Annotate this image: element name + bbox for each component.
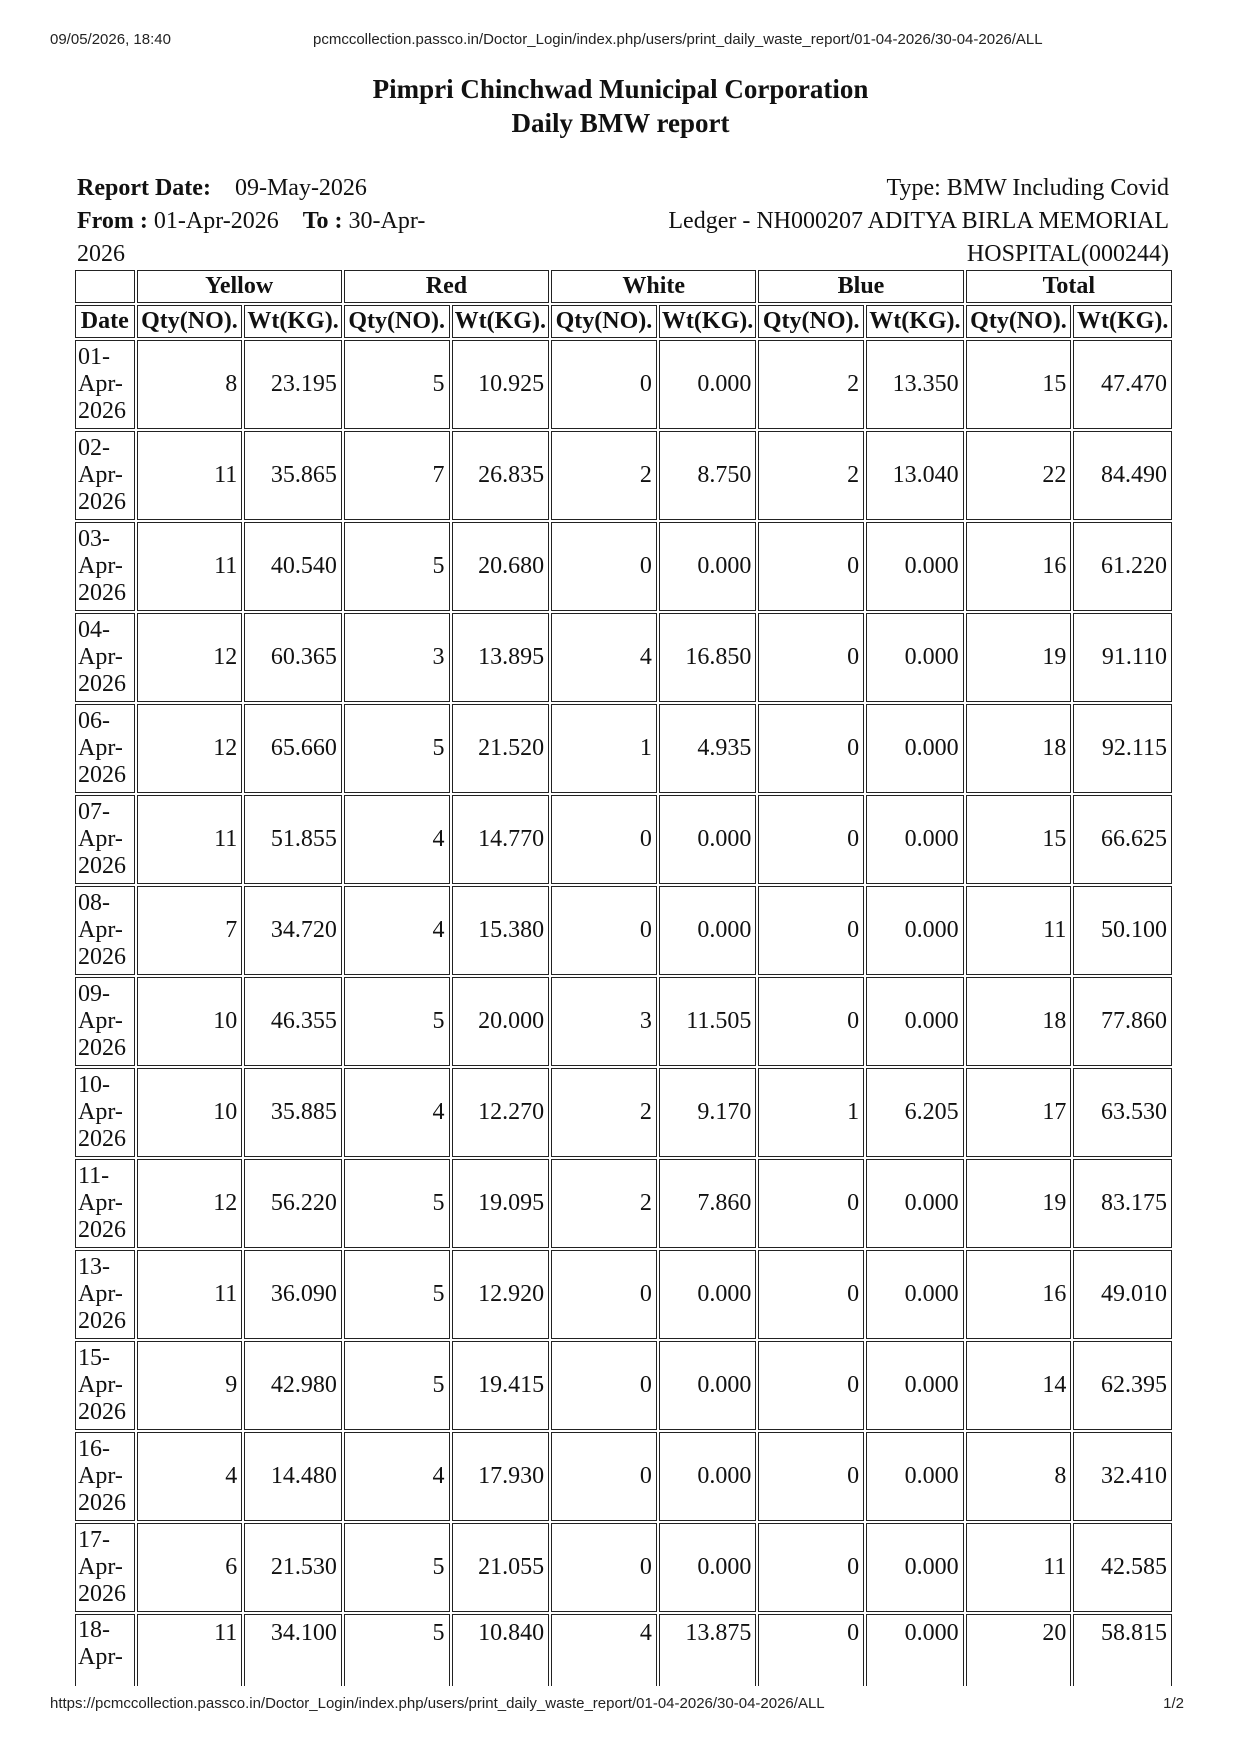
value-cell: 0.000 — [659, 1250, 757, 1339]
column-header: Wt(KG). — [659, 305, 757, 338]
value-cell: 11 — [137, 1250, 243, 1339]
date-part: Apr- — [78, 644, 123, 670]
group-header-blue: Blue — [758, 270, 963, 303]
value-cell: 0 — [758, 1341, 864, 1430]
value-cell: 7.860 — [659, 1159, 757, 1248]
column-header: Qty(NO). — [137, 305, 243, 338]
value-cell: 21.520 — [452, 704, 550, 793]
value-cell: 0 — [551, 1523, 657, 1612]
column-header: Qty(NO). — [758, 305, 864, 338]
table-row — [75, 1523, 1172, 1612]
date-part: 09- — [78, 981, 110, 1007]
value-cell: 5 — [344, 1523, 450, 1612]
value-cell: 10.840 — [452, 1614, 550, 1689]
value-cell: 50.100 — [1073, 886, 1172, 975]
value-cell: 11.505 — [659, 977, 757, 1066]
value-cell: 46.355 — [244, 977, 342, 1066]
value-cell: 32.410 — [1073, 1432, 1172, 1521]
date-part: 2026 — [78, 398, 126, 424]
value-cell: 0.000 — [866, 977, 964, 1066]
date-part: 15- — [78, 1345, 110, 1371]
value-cell: 21.055 — [452, 1523, 550, 1612]
value-cell: 23.195 — [244, 340, 342, 429]
date-part: 2026 — [78, 1035, 126, 1061]
value-cell: 0.000 — [866, 704, 964, 793]
table-row — [75, 431, 1172, 520]
value-cell: 4.935 — [659, 704, 757, 793]
value-cell: 14 — [966, 1341, 1072, 1430]
value-cell: 83.175 — [1073, 1159, 1172, 1248]
value-cell: 16 — [966, 522, 1072, 611]
value-cell: 0.000 — [659, 886, 757, 975]
date-cell — [75, 1068, 135, 1157]
date-part: Apr- — [78, 1190, 123, 1216]
date-part: 2026 — [78, 580, 126, 606]
value-cell: 8.750 — [659, 431, 757, 520]
value-cell: 0 — [551, 522, 657, 611]
date-cell — [75, 1614, 135, 1689]
to-label: To : — [302, 208, 343, 234]
table-row — [75, 795, 1172, 884]
value-cell: 11 — [137, 795, 243, 884]
value-cell: 18 — [966, 977, 1072, 1066]
value-cell: 6.205 — [866, 1068, 964, 1157]
value-cell: 0 — [758, 1614, 864, 1689]
table-row — [75, 613, 1172, 702]
date-part: 2026 — [78, 1217, 126, 1243]
value-cell: 15 — [966, 795, 1072, 884]
date-part: 13- — [78, 1254, 110, 1280]
value-cell: 34.720 — [244, 886, 342, 975]
date-part: Apr- — [78, 1099, 123, 1125]
date-part: 11- — [78, 1163, 110, 1189]
value-cell: 0 — [551, 886, 657, 975]
date-part: 10- — [78, 1072, 110, 1098]
value-cell: 16 — [966, 1250, 1072, 1339]
value-cell: 42.980 — [244, 1341, 342, 1430]
value-cell: 11 — [137, 522, 243, 611]
value-cell: 9 — [137, 1341, 243, 1430]
value-cell: 19 — [966, 613, 1072, 702]
value-cell: 20.000 — [452, 977, 550, 1066]
date-part: 03- — [78, 526, 110, 552]
date-part: 07- — [78, 799, 110, 825]
value-cell: 11 — [966, 886, 1072, 975]
value-cell: 0 — [551, 795, 657, 884]
date-cell — [75, 795, 135, 884]
group-header-row — [75, 270, 1172, 303]
value-cell: 4 — [344, 1068, 450, 1157]
value-cell: 0.000 — [866, 522, 964, 611]
value-cell: 7 — [137, 886, 243, 975]
value-cell: 0.000 — [866, 1250, 964, 1339]
page-number: 1/2 — [1163, 1695, 1184, 1712]
value-cell: 5 — [344, 1159, 450, 1248]
date-part: 18- — [78, 1617, 110, 1643]
value-cell: 0.000 — [659, 1341, 757, 1430]
date-cell — [75, 613, 135, 702]
value-cell: 77.860 — [1073, 977, 1172, 1066]
value-cell: 12 — [137, 704, 243, 793]
value-cell: 65.660 — [244, 704, 342, 793]
value-cell: 11 — [137, 1614, 243, 1689]
value-cell: 2 — [758, 340, 864, 429]
value-cell: 35.865 — [244, 431, 342, 520]
date-cell — [75, 1432, 135, 1521]
column-header: Qty(NO). — [966, 305, 1072, 338]
value-cell: 0 — [551, 1341, 657, 1430]
value-cell: 6 — [137, 1523, 243, 1612]
date-part: 2026 — [78, 1490, 126, 1516]
value-cell: 20.680 — [452, 522, 550, 611]
value-cell: 5 — [344, 704, 450, 793]
value-cell: 3 — [551, 977, 657, 1066]
date-part: 04- — [78, 617, 110, 643]
value-cell: 1 — [551, 704, 657, 793]
value-cell: 0.000 — [866, 1614, 964, 1689]
report-date-value: 09-May-2026 — [234, 175, 367, 201]
date-cell — [75, 431, 135, 520]
value-cell: 0.000 — [866, 1159, 964, 1248]
value-cell: 16.850 — [659, 613, 757, 702]
value-cell: 42.585 — [1073, 1523, 1172, 1612]
value-cell: 0 — [551, 1250, 657, 1339]
date-part: Apr- — [78, 1463, 123, 1489]
value-cell: 8 — [137, 340, 243, 429]
date-part: 2026 — [78, 671, 126, 697]
value-cell: 3 — [344, 613, 450, 702]
date-part: 17- — [78, 1527, 110, 1553]
date-cell — [75, 977, 135, 1066]
column-header-row — [75, 305, 1172, 338]
value-cell: 84.490 — [1073, 431, 1172, 520]
table-row — [75, 1159, 1172, 1248]
date-part: 2026 — [78, 489, 126, 515]
value-cell: 7 — [344, 431, 450, 520]
value-cell: 13.040 — [866, 431, 964, 520]
date-part: 02- — [78, 435, 110, 461]
date-part: 08- — [78, 890, 110, 916]
value-cell: 4 — [551, 613, 657, 702]
value-cell: 8 — [966, 1432, 1072, 1521]
value-cell: 0 — [758, 704, 864, 793]
value-cell: 12.270 — [452, 1068, 550, 1157]
value-cell: 11 — [137, 431, 243, 520]
value-cell: 0 — [758, 1523, 864, 1612]
print-timestamp: 09/05/2026, 18:40 — [50, 31, 171, 48]
value-cell: 60.365 — [244, 613, 342, 702]
date-part: Apr- — [78, 1554, 123, 1580]
table-row — [75, 1432, 1172, 1521]
value-cell: 0.000 — [659, 1523, 757, 1612]
date-part: 2026 — [78, 1126, 126, 1152]
print-header — [50, 31, 1191, 51]
table-row — [75, 340, 1172, 429]
date-cell — [75, 1523, 135, 1612]
print-footer — [50, 1695, 1191, 1715]
value-cell: 0 — [551, 1432, 657, 1521]
report-meta-right — [609, 172, 1169, 271]
group-header-yellow: Yellow — [137, 270, 342, 303]
value-cell: 26.835 — [452, 431, 550, 520]
value-cell: 4 — [344, 1432, 450, 1521]
value-cell: 13.875 — [659, 1614, 757, 1689]
column-header: Date — [75, 305, 135, 338]
value-cell: 2 — [551, 1159, 657, 1248]
date-part: Apr- — [78, 1281, 123, 1307]
table-row — [75, 1341, 1172, 1430]
value-cell: 0.000 — [866, 795, 964, 884]
value-cell: 14.480 — [244, 1432, 342, 1521]
group-header-total: Total — [966, 270, 1172, 303]
date-cell — [75, 340, 135, 429]
value-cell: 92.115 — [1073, 704, 1172, 793]
value-cell: 1 — [758, 1068, 864, 1157]
value-cell: 19 — [966, 1159, 1072, 1248]
date-part: Apr- — [78, 1008, 123, 1034]
value-cell: 36.090 — [244, 1250, 342, 1339]
date-part: 2026 — [78, 762, 126, 788]
value-cell: 40.540 — [244, 522, 342, 611]
value-cell: 17 — [966, 1068, 1072, 1157]
value-cell: 2 — [551, 1068, 657, 1157]
value-cell: 21.530 — [244, 1523, 342, 1612]
value-cell: 2 — [551, 431, 657, 520]
value-cell: 0.000 — [659, 795, 757, 884]
date-cell — [75, 522, 135, 611]
table-row — [75, 704, 1172, 793]
column-header: Wt(KG). — [1073, 305, 1172, 338]
value-cell: 10 — [137, 977, 243, 1066]
value-cell: 13.350 — [866, 340, 964, 429]
value-cell: 12.920 — [452, 1250, 550, 1339]
value-cell: 35.885 — [244, 1068, 342, 1157]
value-cell: 9.170 — [659, 1068, 757, 1157]
column-header: Wt(KG). — [452, 305, 550, 338]
value-cell: 56.220 — [244, 1159, 342, 1248]
date-cell — [75, 1250, 135, 1339]
ledger-line-2: HOSPITAL(000244) — [966, 241, 1169, 267]
value-cell: 0.000 — [659, 1432, 757, 1521]
to-date-value: 30-Apr- — [348, 208, 426, 234]
value-cell: 0.000 — [866, 613, 964, 702]
value-cell: 0.000 — [866, 886, 964, 975]
title-organization: Pimpri Chinchwad Municipal Corporation — [372, 74, 869, 104]
report-date-label: Report Date: — [77, 175, 211, 201]
date-part: Apr- — [78, 826, 123, 852]
table-row — [75, 522, 1172, 611]
value-cell: 51.855 — [244, 795, 342, 884]
value-cell: 47.470 — [1073, 340, 1172, 429]
to-date-value-cont: 2026 — [77, 241, 125, 267]
date-part: 2026 — [78, 1308, 126, 1334]
value-cell: 12 — [137, 613, 243, 702]
ledger-line-1: Ledger - NH000207 ADITYA BIRLA MEMORIAL — [668, 208, 1169, 234]
date-part: Apr- — [78, 1372, 123, 1398]
table-row — [75, 1068, 1172, 1157]
value-cell: 5 — [344, 1341, 450, 1430]
value-cell: 22 — [966, 431, 1072, 520]
column-header: Qty(NO). — [551, 305, 657, 338]
print-url: pcmccollection.passco.in/Doctor_Login/index.php/users/print_daily_waste_report/01-04-2026/30-04-2026/ALL — [313, 31, 1043, 48]
date-part: 2026 — [78, 1399, 126, 1425]
value-cell: 0 — [551, 340, 657, 429]
value-cell: 34.100 — [244, 1614, 342, 1689]
date-part: Apr- — [78, 462, 123, 488]
date-cell — [75, 886, 135, 975]
value-cell: 0 — [758, 1432, 864, 1521]
value-cell: 0 — [758, 1159, 864, 1248]
value-cell: 11 — [966, 1523, 1072, 1612]
value-cell: 19.415 — [452, 1341, 550, 1430]
table-row — [75, 1614, 1172, 1689]
value-cell: 20 — [966, 1614, 1072, 1689]
waste-report-table — [73, 268, 1174, 1691]
value-cell: 19.095 — [452, 1159, 550, 1248]
value-cell: 0 — [758, 795, 864, 884]
value-cell: 0.000 — [659, 522, 757, 611]
date-part: Apr- — [78, 553, 123, 579]
value-cell: 5 — [344, 1250, 450, 1339]
value-cell: 0.000 — [866, 1523, 964, 1612]
group-header-white: White — [551, 270, 756, 303]
table-row — [75, 886, 1172, 975]
value-cell: 13.895 — [452, 613, 550, 702]
value-cell: 14.770 — [452, 795, 550, 884]
value-cell: 4 — [344, 886, 450, 975]
value-cell: 58.815 — [1073, 1614, 1172, 1689]
date-part: Apr- — [78, 1644, 123, 1670]
date-part: 2026 — [78, 853, 126, 879]
value-cell: 5 — [344, 1614, 450, 1689]
date-cell — [75, 1159, 135, 1248]
title-report-name: Daily BMW report — [511, 108, 730, 138]
value-cell: 91.110 — [1073, 613, 1172, 702]
date-cell — [75, 704, 135, 793]
value-cell: 0 — [758, 522, 864, 611]
value-cell: 0.000 — [866, 1432, 964, 1521]
report-meta-left — [77, 172, 425, 271]
value-cell: 0 — [758, 886, 864, 975]
value-cell: 66.625 — [1073, 795, 1172, 884]
value-cell: 4 — [344, 795, 450, 884]
value-cell: 0.000 — [866, 1341, 964, 1430]
value-cell: 62.395 — [1073, 1341, 1172, 1430]
table-row — [75, 977, 1172, 1066]
date-part: 2026 — [78, 944, 126, 970]
value-cell: 15.380 — [452, 886, 550, 975]
date-part: Apr- — [78, 371, 123, 397]
value-cell: 4 — [551, 1614, 657, 1689]
value-cell: 0.000 — [659, 340, 757, 429]
date-part: 2026 — [78, 1581, 126, 1607]
table-row — [75, 1250, 1172, 1339]
value-cell: 17.930 — [452, 1432, 550, 1521]
value-cell: 0 — [758, 1250, 864, 1339]
column-header: Wt(KG). — [244, 305, 342, 338]
value-cell: 49.010 — [1073, 1250, 1172, 1339]
date-part: Apr- — [78, 735, 123, 761]
value-cell: 0 — [758, 613, 864, 702]
value-cell: 4 — [137, 1432, 243, 1521]
date-part: 06- — [78, 708, 110, 734]
from-date-value: 01-Apr-2026 — [153, 208, 279, 234]
column-header: Wt(KG). — [866, 305, 964, 338]
value-cell: 15 — [966, 340, 1072, 429]
report-title — [0, 72, 1241, 140]
value-cell: 0 — [758, 977, 864, 1066]
date-part: 01- — [78, 344, 110, 370]
value-cell: 63.530 — [1073, 1068, 1172, 1157]
value-cell: 12 — [137, 1159, 243, 1248]
group-header-red: Red — [344, 270, 549, 303]
date-part: Apr- — [78, 917, 123, 943]
value-cell: 5 — [344, 522, 450, 611]
group-header-blank — [75, 270, 135, 303]
value-cell: 10.925 — [452, 340, 550, 429]
value-cell: 61.220 — [1073, 522, 1172, 611]
value-cell: 5 — [344, 340, 450, 429]
footer-url: https://pcmccollection.passco.in/Doctor_Login/index.php/users/print_daily_waste_report/01-04-2026/30-04-2026/ALL — [50, 1695, 825, 1712]
report-body — [75, 340, 1172, 1689]
value-cell: 2 — [758, 431, 864, 520]
from-label: From : — [77, 208, 148, 234]
value-cell: 10 — [137, 1068, 243, 1157]
value-cell: 18 — [966, 704, 1072, 793]
column-header: Qty(NO). — [344, 305, 450, 338]
date-cell — [75, 1341, 135, 1430]
value-cell: 5 — [344, 977, 450, 1066]
date-part: 16- — [78, 1436, 110, 1462]
report-type: Type: BMW Including Covid — [886, 175, 1169, 201]
